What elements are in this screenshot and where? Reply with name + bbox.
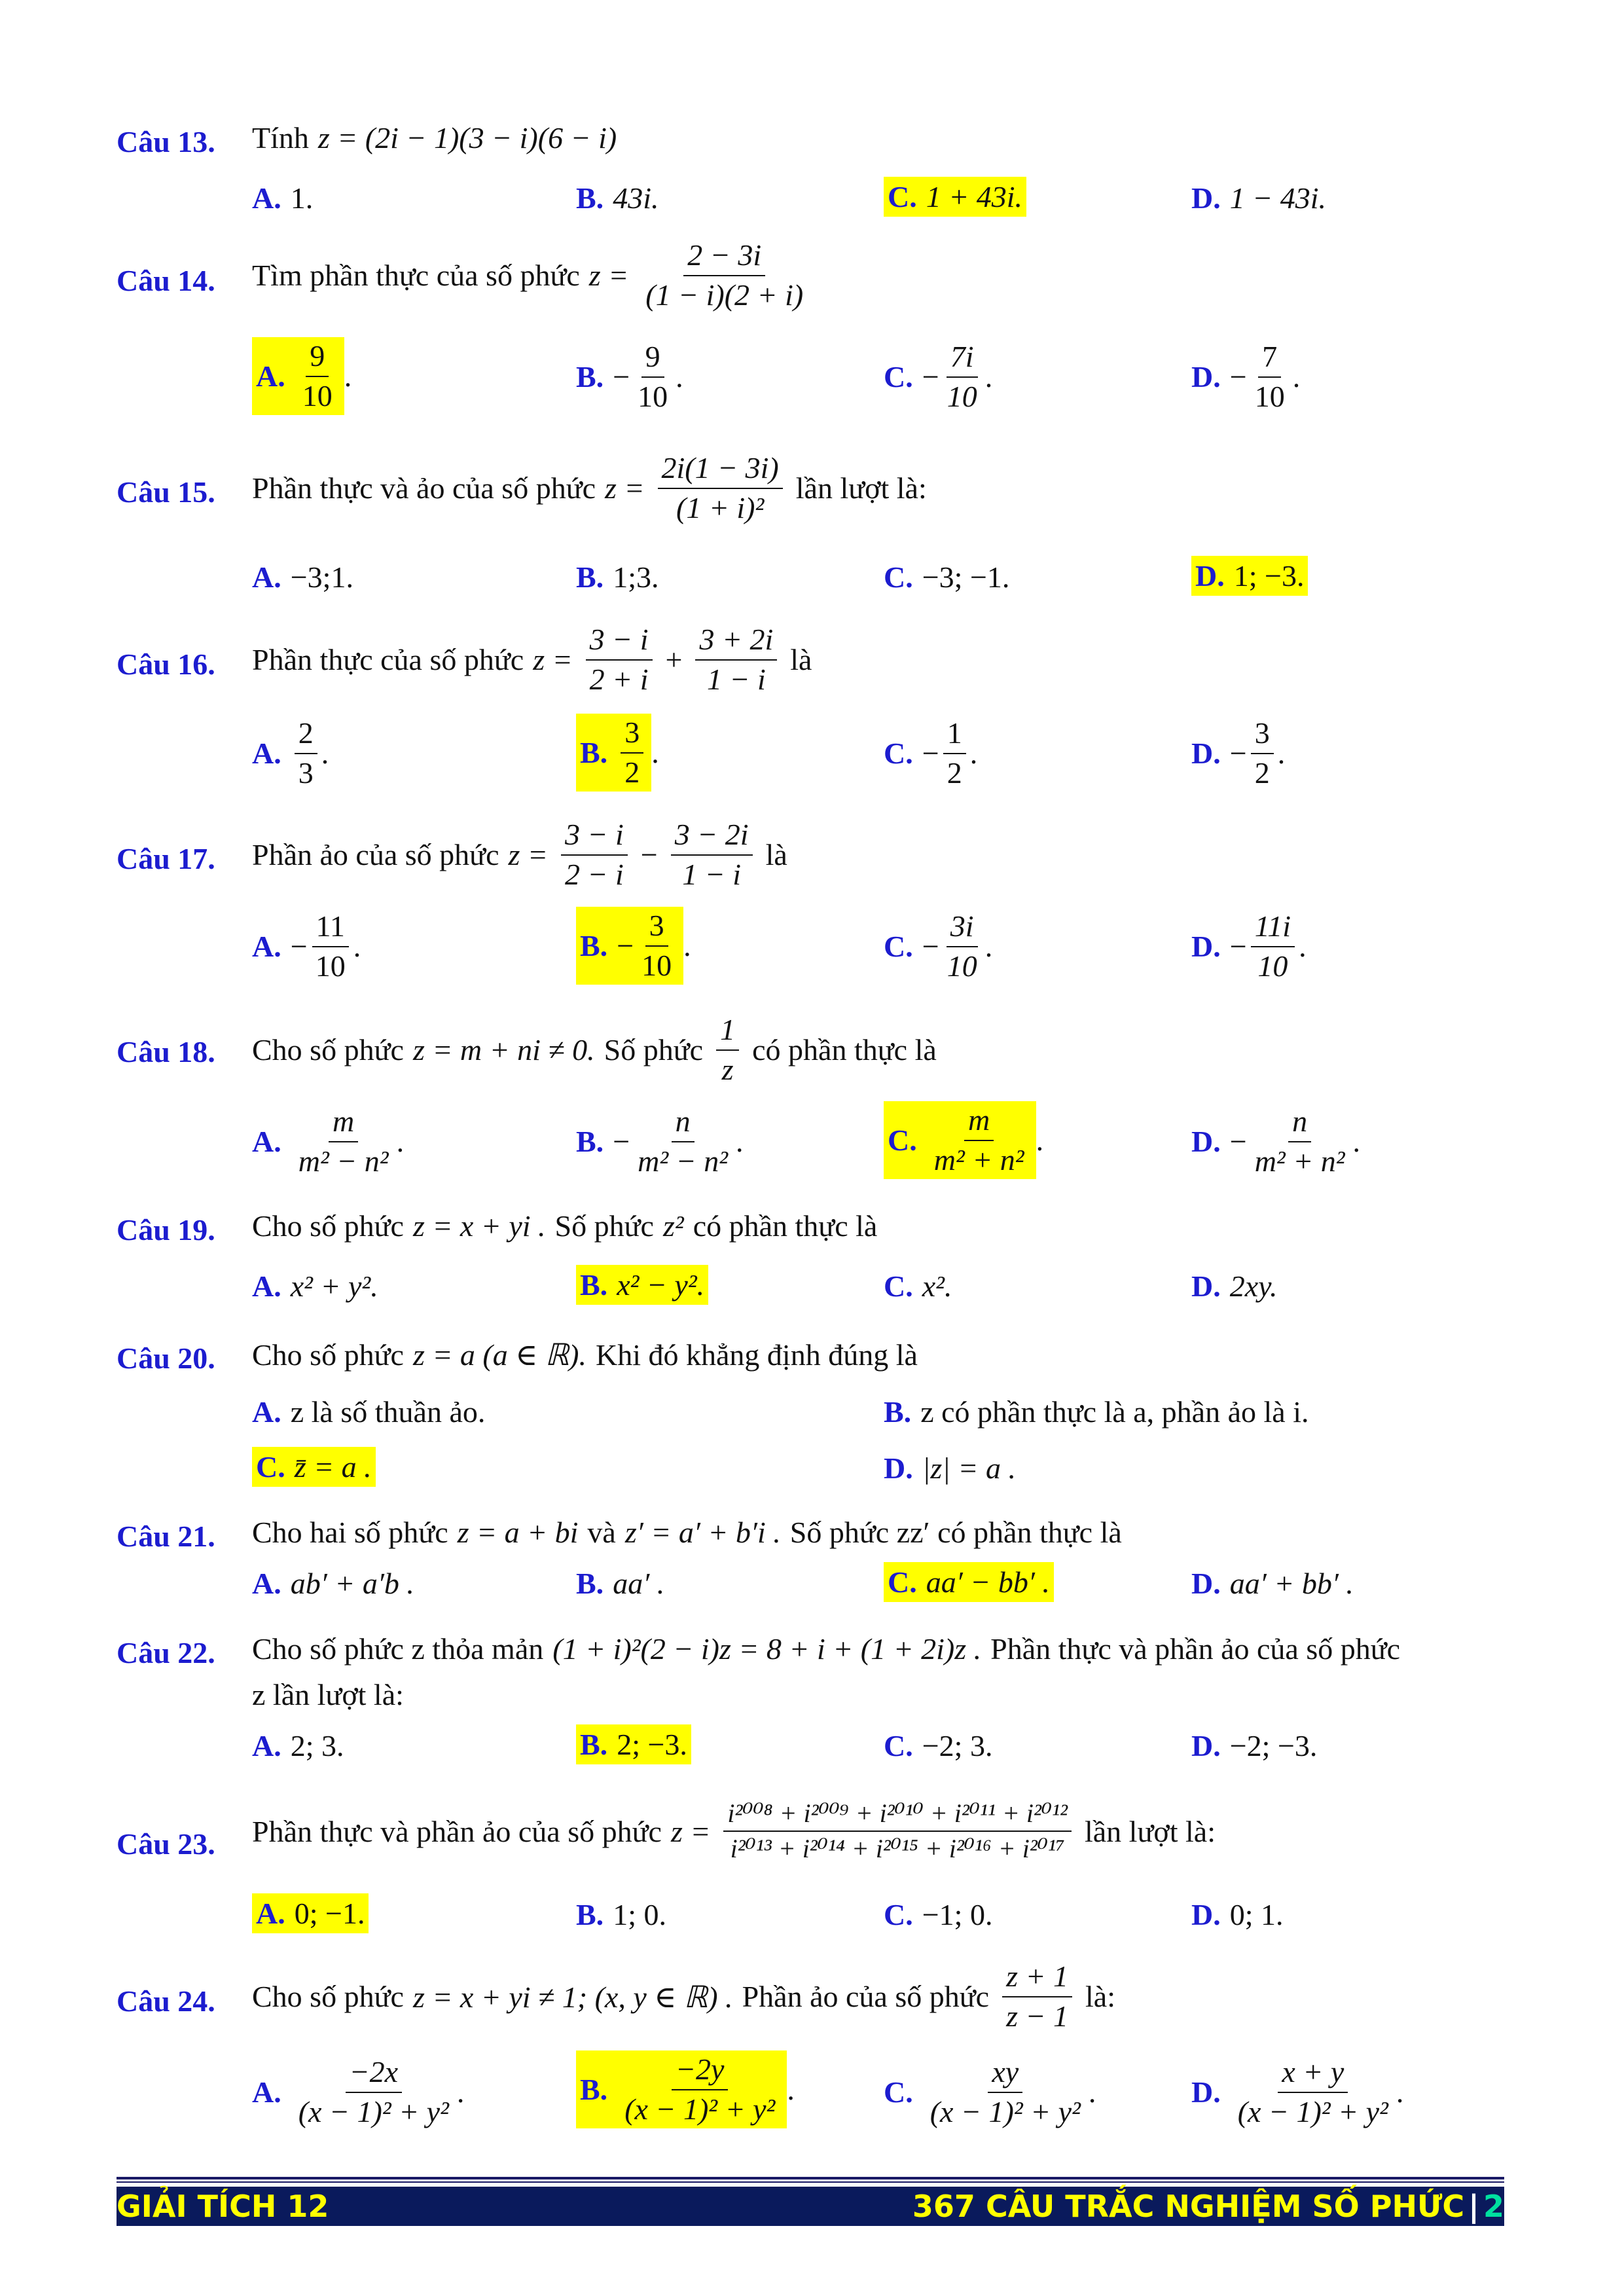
option-b[interactable]: B. $\frac{3}{2}$ . [576, 714, 659, 792]
option-a[interactable]: A. ab′ + a′b . [252, 1567, 414, 1600]
question-number: Câu 20. [117, 1341, 215, 1375]
option-b[interactable]: B. z có phần thực là a, phần ảo là i. [884, 1395, 1309, 1429]
option-a[interactable]: A. 1. [252, 181, 314, 215]
option-c[interactable]: C. aa′ − bb′ . [884, 1562, 1054, 1602]
question-fraction-1: $\frac{3 - i}{2 + i}$ [586, 623, 653, 696]
question-number: Câu 21. [117, 1520, 215, 1553]
question-text: Phần thực và phần ảo của số phức [252, 1814, 662, 1848]
question-number: Câu 13. [117, 125, 215, 158]
question-text: Phần ảo của số phức [252, 838, 499, 872]
option-c[interactable]: C. z̄ = a . [252, 1447, 376, 1487]
option-b[interactable]: B. 1;3. [576, 560, 659, 594]
question-fraction: $\frac{z + 1}{z - 1}$ [1002, 1960, 1072, 2033]
option-c[interactable]: C. $\frac{m}{\text{m² + n²}}$ . [884, 1101, 1043, 1179]
footer-divider-thin [117, 2181, 1504, 2183]
question-text: Tìm phần thực của số phức [252, 259, 580, 293]
footer-page-number: 2 [1483, 2189, 1504, 2224]
question-text: Cho số phức [252, 1033, 404, 1067]
question-fraction-1: $\frac{3 - i}{2 - i}$ [561, 818, 628, 891]
question-fraction: $\frac{1}{z}$ [716, 1013, 739, 1086]
question-fraction: $\frac{2 - 3i}{(1 - i)(2 + i)}$ [645, 238, 804, 312]
option-d[interactable]: D. − $\frac{7}{10}$ . [1191, 340, 1301, 413]
option-b[interactable]: B. 2; −3. [576, 1724, 691, 1764]
question-text: Phần thực và ảo của số phức [252, 471, 596, 505]
option-c[interactable]: C. −3; −1. [884, 560, 1010, 594]
question-text-line2: z lần lượt là: [252, 1678, 404, 1711]
question-fraction-2: $\frac{3 + 2i}{1 - i}$ [695, 623, 777, 696]
option-c[interactable]: C. −2; 3. [884, 1729, 993, 1762]
footer-subject: GIẢI TÍCH 12 [117, 2189, 329, 2224]
question-fraction: $\frac{\text{i²⁰⁰⁸ + i²⁰⁰⁹ + i²⁰¹⁰ + i²⁰¹¹ + i²⁰¹²}}{\text{i²⁰¹³ + i²⁰¹⁴ + i²⁰¹⁵ + i²⁰¹⁶ + i²⁰¹⁷}}$ [723, 1799, 1072, 1863]
footer-separator: | [1468, 2189, 1479, 2224]
option-d[interactable]: D. 2xy. [1191, 1269, 1278, 1303]
option-c[interactable]: C. −1; 0. [884, 1898, 993, 1931]
option-b[interactable]: B. 1; 0. [576, 1898, 666, 1931]
question-text: Cho số phức [252, 1980, 404, 2014]
question-number: Câu 15. [117, 475, 215, 509]
option-c[interactable]: C. − $\frac{1}{2}$ . [884, 716, 978, 790]
option-b[interactable]: B. 43i. [576, 181, 659, 215]
option-a[interactable]: A. $\frac{-2x}{\text{(x − 1)² + y²}}$ . [252, 2055, 465, 2128]
question-number: Câu 24. [117, 1984, 215, 2018]
option-d[interactable]: D. aa′ + bb′ . [1191, 1567, 1354, 1600]
option-c[interactable]: C. 1 + 43i. [884, 177, 1026, 217]
option-d[interactable]: D. −2; −3. [1191, 1729, 1318, 1762]
option-d[interactable]: D. − $\frac{11i}{10}$ . [1191, 909, 1307, 983]
option-c[interactable]: C. − $\frac{3i}{10}$ . [884, 909, 993, 983]
question-number: Câu 23. [117, 1827, 215, 1861]
option-c[interactable]: C. $\frac{xy}{\text{(x − 1)² + y²}}$ . [884, 2055, 1096, 2128]
question-number: Câu 14. [117, 264, 215, 297]
option-a[interactable]: A. x² + y². [252, 1269, 378, 1303]
option-d[interactable]: D. 1; −3. [1191, 556, 1308, 596]
option-a[interactable]: A. z là số thuần ảo. [252, 1395, 486, 1429]
footer-title [912, 2187, 1504, 2226]
footer-title-text: 367 CÂU TRẮC NGHIỆM SỐ PHỨC [912, 2189, 1465, 2224]
option-d[interactable]: D. 1 − 43i. [1191, 181, 1327, 215]
question-text: Cho hai số phức [252, 1516, 448, 1549]
question-fraction-2: $\frac{3 - 2i}{1 - i}$ [671, 818, 753, 891]
option-b[interactable]: B. x² − y². [576, 1265, 708, 1305]
option-a[interactable]: A. $\frac{m}{\text{m² − n²}}$ . [252, 1104, 405, 1178]
option-a[interactable]: A. 0; −1. [252, 1893, 369, 1933]
option-d[interactable]: D. − $\frac{3}{2}$ . [1191, 716, 1286, 790]
footer-divider [117, 2177, 1504, 2179]
option-d[interactable]: D. $\frac{x + y}{\text{(x − 1)² + y²}}$ . [1191, 2055, 1404, 2128]
option-b[interactable]: B. aa′ . [576, 1567, 665, 1600]
question-fraction: $\frac{2i(1 - 3i)}{\text{(1 + i)²}}$ [658, 452, 783, 524]
option-b[interactable]: B. − $\frac{9}{10}$ . [576, 340, 683, 413]
question-number: Câu 19. [117, 1213, 215, 1247]
question-number: Câu 18. [117, 1035, 215, 1068]
question-number: Câu 17. [117, 842, 215, 875]
option-a[interactable]: A. − $\frac{11}{10}$ . [252, 909, 361, 983]
question-text: Cho số phức [252, 1338, 404, 1372]
option-c[interactable]: C. x². [884, 1269, 952, 1303]
question-text: Cho số phức [252, 1209, 404, 1243]
option-a[interactable]: A. 2; 3. [252, 1729, 344, 1762]
option-b[interactable]: B. − $\frac{n}{\text{m² − n²}}$ . [576, 1104, 744, 1178]
option-d[interactable]: D. |z| = a . [884, 1451, 1016, 1485]
option-b[interactable]: B. $\frac{-2y}{\text{(x − 1)² + y²}}$ . [576, 2050, 795, 2128]
option-a[interactable]: A. −3;1. [252, 560, 353, 594]
question-text: Tính [252, 121, 309, 155]
option-a[interactable]: A. $\frac{2}{3}$ . [252, 716, 329, 790]
option-d[interactable]: D. 0; 1. [1191, 1898, 1284, 1931]
question-number: Câu 16. [117, 647, 215, 681]
option-c[interactable]: C. − $\frac{7i}{10}$ . [884, 340, 993, 413]
option-d[interactable]: D. − $\frac{n}{\text{m² + n²}}$ . [1191, 1104, 1361, 1178]
option-a[interactable]: A. $\frac{9}{10}$ . [252, 337, 352, 415]
option-b[interactable]: B. − $\frac{3}{10}$ . [576, 907, 691, 985]
question-expression: z = (2i − 1)(3 − i)(6 − i) [317, 121, 617, 155]
question-number: Câu 22. [117, 1636, 215, 1669]
question-text: Phần thực của số phức [252, 643, 524, 677]
question-text: Cho số phức z thỏa mản [252, 1632, 544, 1666]
